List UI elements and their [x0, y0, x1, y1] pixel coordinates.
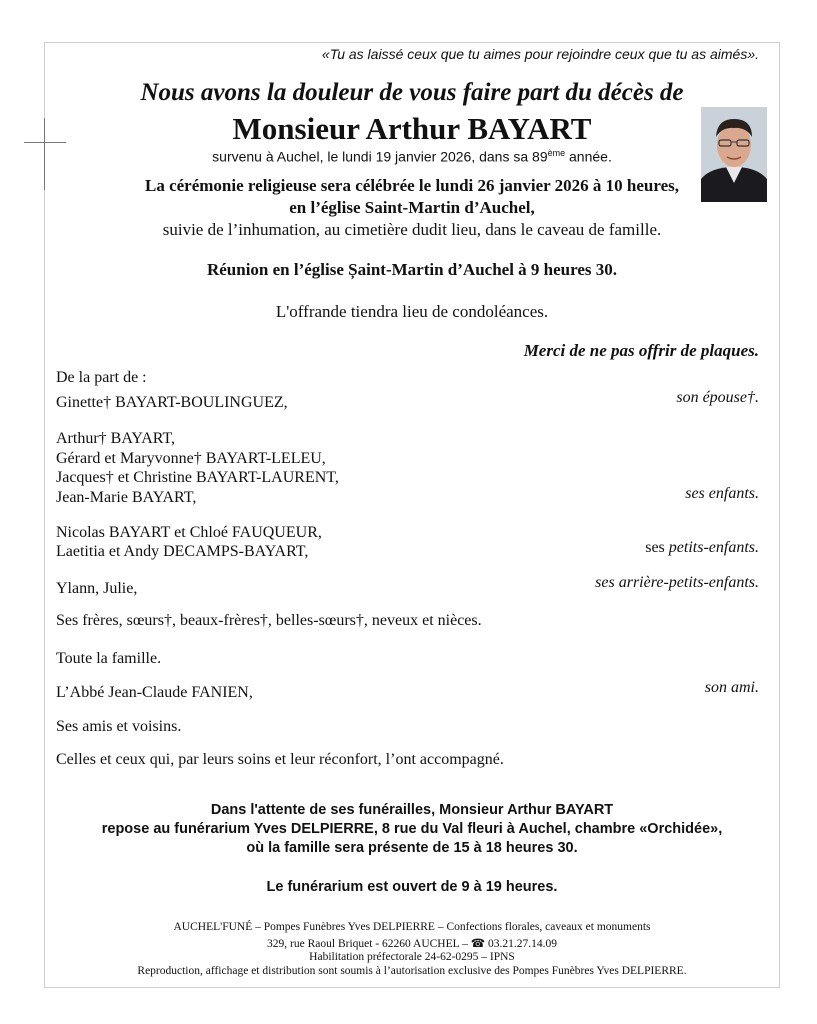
ceremony-line-2: en l’église Saint-Martin d’Auchel,	[289, 198, 535, 217]
family-line: Nicolas BAYART et Chloé FAUQUEUR,	[56, 524, 322, 541]
quote: «Tu as laissé ceux que tu aimes pour rejoindre ceux que tu as aimés».	[321, 46, 759, 62]
deceased-name: Monsieur Arthur BAYART	[232, 111, 592, 146]
family-line: Jean-Marie BAYART,	[56, 489, 197, 506]
relation-label: ses arrière-petits-enfants.	[595, 574, 759, 591]
funerarium-line-2: repose au funérarium Yves DELPIERRE, 8 rue du Val fleuri à Auchel, chambre «Orchidée»,	[101, 821, 723, 837]
family-line: Laetitia et Andy DECAMPS-BAYART,	[56, 543, 309, 560]
funerarium-line-1: Dans l'attente de ses funérailles, Monsieur Arthur BAYART	[210, 802, 614, 818]
ceremony-line-1: La cérémonie religieuse sera célébrée le lundi 26 janvier 2026 à 10 heures,	[145, 176, 679, 195]
footer-line-3: Habilitation préfectorale 24-62-0295 – IPNS	[309, 951, 515, 963]
heading: Nous avons la douleur de vous faire part du décès de	[140, 79, 684, 106]
footer-line-2: 329, rue Raoul Briquet - 62260 AUCHEL – ☎ 03.21.27.14.09	[267, 938, 557, 950]
footer-line-1: AUCHEL'FUNÉ – Pompes Funèbres Yves DELPIERRE – Confections florales, caveaux et monuments	[173, 921, 651, 933]
family-line: Gérard et Maryvonne† BAYART-LELEU,	[56, 450, 326, 467]
family-line: Ses amis et voisins.	[56, 718, 182, 735]
family-line: Ses frères, sœurs†, beaux-frères†, belles-sœurs†, neveux et nièces.	[56, 612, 482, 629]
reunion-line: Réunion en l’église Șaint-Martin d’Auchel à 9 heures 30.	[206, 260, 618, 279]
relation-label: ses petits-enfants.	[645, 539, 759, 556]
offering-line: L'offrande tiendra lieu de condoléances.	[275, 302, 549, 321]
from-label: De la part de :	[56, 369, 147, 386]
footer-line-4: Reproduction, affichage et distribution sont soumis à l’autorisation exclusive des Pompes Funèbres Yves DELPIERRE.	[137, 965, 687, 977]
funerarium-line-3: où la famille sera présente de 15 à 18 heures 30.	[246, 840, 578, 856]
family-line: Celles et ceux qui, par leurs soins et leur réconfort, l’ont accompagné.	[56, 751, 504, 768]
telephone-icon: ☎	[470, 938, 486, 950]
relation-label: son ami.	[704, 679, 759, 696]
relation-label: son épouse†.	[676, 389, 759, 406]
family-line: Ginette† BAYART-BOULINGUEZ,	[56, 394, 288, 411]
family-line: Toute la famille.	[56, 650, 162, 667]
family-line: Jacques† et Christine BAYART-LAURENT,	[56, 469, 339, 486]
ceremony-line-3: suivie de l’inhumation, au cimetière dudit lieu, dans le caveau de famille.	[162, 220, 662, 239]
no-plaques-line: Merci de ne pas offrir de plaques.	[523, 341, 759, 360]
family-line: Ylann, Julie,	[56, 580, 138, 597]
family-line: L’Abbé Jean-Claude FANIEN,	[56, 684, 253, 701]
death-info: survenu à Auchel, le lundi 19 janvier 2026, dans sa 89ème année.	[212, 148, 612, 165]
family-line: Arthur† BAYART,	[56, 430, 176, 447]
relation-label: ses enfants.	[685, 485, 759, 502]
funerarium-hours: Le funérarium est ouvert de 9 à 19 heures.	[266, 879, 558, 895]
